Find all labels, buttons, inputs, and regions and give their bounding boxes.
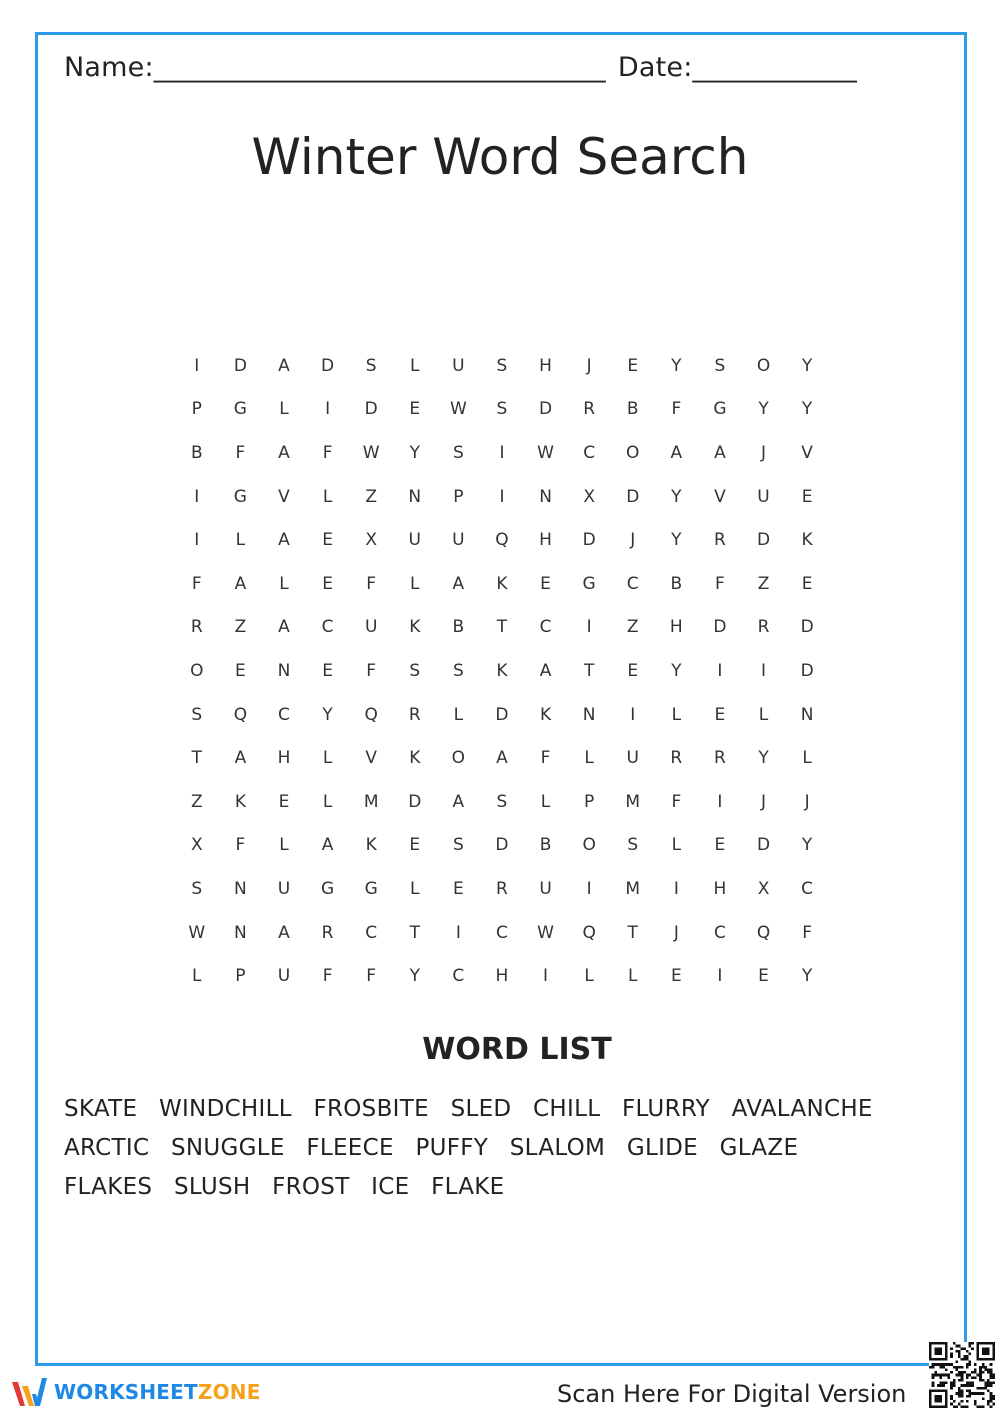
grid-cell[interactable]: Y — [409, 442, 420, 463]
word-list-item: FLAKES — [64, 1174, 153, 1200]
grid-cell[interactable]: G — [320, 878, 335, 899]
word-list-item: SNUGGLE — [170, 1135, 285, 1161]
grid-cell[interactable]: R — [321, 922, 334, 943]
grid-cell[interactable]: D — [626, 486, 640, 507]
grid-cell[interactable]: E — [322, 530, 333, 551]
grid-cell[interactable]: I — [499, 486, 505, 507]
scan-here-text: Scan Here For Digital Version — [557, 1380, 907, 1408]
grid-cell[interactable]: A — [452, 573, 465, 594]
logo-word-zone: ZONE — [197, 1380, 261, 1404]
grid-cell[interactable]: R — [670, 748, 683, 769]
grid-cell[interactable]: E — [670, 966, 682, 987]
grid-cell[interactable]: Q — [364, 704, 378, 725]
grid-cell[interactable]: A — [714, 442, 726, 463]
grid-cell[interactable]: K — [409, 748, 421, 769]
grid-cell[interactable]: L — [322, 791, 333, 812]
grid-cell[interactable]: Y — [801, 355, 813, 376]
grid-cell[interactable]: E — [627, 355, 639, 376]
grid-cell[interactable]: N — [234, 922, 247, 943]
grid-cell[interactable]: F — [366, 660, 377, 681]
grid-cell[interactable]: U — [277, 966, 291, 987]
grid-cell[interactable]: K — [365, 835, 377, 856]
qr-code-icon[interactable] — [929, 1342, 995, 1408]
grid-cell[interactable]: Y — [322, 704, 333, 725]
grid-cell[interactable]: C — [452, 966, 465, 987]
grid-cell[interactable]: F — [235, 835, 246, 856]
grid-cell[interactable]: J — [761, 442, 767, 463]
grid-cell[interactable]: A — [321, 835, 334, 856]
word-list — [64, 1090, 904, 1207]
grid-cell[interactable]: P — [235, 966, 246, 987]
grid-cell[interactable]: C — [321, 617, 334, 638]
grid-cell[interactable]: I — [586, 878, 592, 899]
grid-cell[interactable]: S — [496, 791, 508, 812]
grid-cell[interactable]: L — [540, 791, 551, 812]
word-list-item: FROST — [272, 1174, 350, 1200]
grid-cell[interactable]: C — [365, 922, 378, 943]
grid-cell[interactable]: A — [670, 442, 683, 463]
grid-cell[interactable]: C — [278, 704, 290, 725]
grid-cell[interactable]: L — [584, 748, 594, 769]
grid-cell[interactable]: V — [365, 748, 377, 769]
grid-cell[interactable]: F — [802, 922, 812, 943]
grid-cell[interactable]: S — [496, 355, 508, 376]
grid-cell[interactable]: R — [496, 878, 508, 899]
grid-cell[interactable]: Q — [495, 530, 509, 551]
grid-cell[interactable]: M — [363, 791, 379, 812]
grid-cell[interactable]: G — [233, 486, 247, 507]
grid-cell[interactable]: Z — [234, 617, 247, 638]
grid-cell[interactable]: D — [756, 530, 771, 551]
word-list-item: FLAKE — [431, 1174, 505, 1200]
grid-cell[interactable]: L — [279, 399, 289, 420]
grid-cell[interactable]: H — [539, 355, 552, 376]
grid-cell[interactable]: J — [804, 791, 810, 812]
name-date-line — [64, 52, 857, 83]
grid-cell[interactable]: U — [277, 878, 291, 899]
grid-cell[interactable]: W — [449, 399, 467, 420]
grid-cell[interactable]: B — [670, 573, 683, 594]
grid-cell[interactable]: C — [583, 442, 596, 463]
grid-cell[interactable]: U — [452, 355, 465, 376]
word-list-item: FLEECE — [306, 1135, 394, 1161]
grid-cell[interactable]: G — [582, 573, 596, 594]
grid-cell[interactable]: S — [409, 660, 421, 681]
grid-cell[interactable]: A — [496, 748, 508, 769]
grid-cell[interactable]: Y — [801, 966, 813, 987]
letter-grid — [175, 344, 827, 998]
grid-cell[interactable]: E — [452, 878, 464, 899]
grid-cell[interactable]: L — [584, 966, 594, 987]
word-list-item: SLALOM — [509, 1135, 606, 1161]
word-list-item: CHILL — [533, 1096, 601, 1122]
grid-cell[interactable]: E — [278, 791, 290, 812]
grid-cell[interactable]: S — [452, 835, 464, 856]
grid-cell[interactable]: C — [539, 617, 552, 638]
grid-cell[interactable]: L — [453, 704, 464, 725]
grid-cell[interactable]: E — [627, 660, 639, 681]
grid-cell[interactable]: F — [322, 966, 333, 987]
word-list-item: ICE — [371, 1174, 410, 1200]
grid-cell[interactable]: R — [408, 704, 421, 725]
grid-cell[interactable]: W — [537, 922, 554, 943]
page-title: Winter Word Search — [251, 128, 749, 186]
grid-cell[interactable]: Y — [801, 835, 813, 856]
grid-cell[interactable]: K — [496, 573, 508, 594]
grid-cell[interactable]: G — [713, 399, 727, 420]
grid-cell[interactable]: W — [537, 442, 554, 463]
grid-cell[interactable]: E — [409, 835, 421, 856]
grid-cell[interactable]: E — [540, 573, 551, 594]
grid-cell[interactable]: S — [496, 399, 508, 420]
grid-cell[interactable]: A — [278, 530, 290, 551]
grid-cell[interactable]: I — [761, 660, 767, 681]
grid-cell[interactable]: O — [756, 355, 771, 376]
grid-cell[interactable]: Y — [671, 660, 682, 681]
grid-cell[interactable]: I — [717, 966, 723, 987]
grid-cell[interactable]: S — [365, 355, 377, 376]
grid-cell[interactable]: Z — [190, 791, 203, 812]
grid-cell[interactable]: A — [278, 617, 290, 638]
grid-cell[interactable]: I — [194, 355, 200, 376]
grid-cell[interactable]: K — [496, 660, 508, 681]
grid-cell[interactable]: S — [191, 878, 203, 899]
grid-cell[interactable]: S — [452, 660, 464, 681]
grid-cell[interactable]: E — [322, 573, 333, 594]
grid-cell[interactable]: A — [539, 660, 552, 681]
grid-cell[interactable]: E — [801, 573, 813, 594]
word-list-item: GLIDE — [626, 1135, 698, 1161]
grid-cell[interactable]: J — [586, 355, 592, 376]
grid-cell[interactable]: Z — [365, 486, 377, 507]
grid-cell[interactable]: L — [192, 966, 202, 987]
grid-cell[interactable]: J — [630, 530, 636, 551]
grid-cell[interactable]: D — [495, 704, 509, 725]
grid-cell[interactable]: S — [191, 704, 203, 725]
grid-cell[interactable]: A — [234, 748, 247, 769]
word-list-title: WORD LIST — [422, 1032, 612, 1067]
word-list-item: PUFFY — [415, 1135, 489, 1161]
grid-cell[interactable]: Y — [671, 355, 682, 376]
grid-cell[interactable]: X — [190, 835, 203, 856]
grid-cell[interactable]: K — [801, 530, 813, 551]
grid-cell[interactable]: L — [322, 748, 333, 769]
grid-cell[interactable]: D — [539, 399, 553, 420]
grid-cell[interactable]: F — [671, 791, 682, 812]
grid-cell[interactable]: B — [626, 399, 639, 420]
grid-cell[interactable]: M — [625, 878, 641, 899]
grid-cell[interactable]: L — [410, 355, 420, 376]
grid-cell[interactable]: V — [714, 486, 726, 507]
grid-cell[interactable]: L — [758, 704, 769, 725]
grid-cell[interactable]: F — [322, 442, 333, 463]
grid-cell[interactable]: A — [452, 791, 465, 812]
grid-cell[interactable]: E — [714, 704, 726, 725]
grid-cell[interactable]: N — [277, 660, 291, 681]
word-list-item: SKATE — [64, 1096, 138, 1122]
grid-cell[interactable]: L — [671, 704, 682, 725]
word-list-item: ARCTIC — [64, 1135, 150, 1161]
grid-cell[interactable]: D — [495, 835, 509, 856]
grid-cell[interactable]: C — [801, 878, 814, 899]
grid-cell[interactable]: U — [626, 748, 639, 769]
grid-cell[interactable]: W — [188, 922, 206, 943]
grid-cell[interactable]: S — [627, 835, 639, 856]
grid-cell[interactable]: L — [279, 835, 289, 856]
grid-cell[interactable]: O — [582, 835, 596, 856]
grid-cell[interactable]: I — [194, 530, 200, 551]
grid-cell[interactable]: A — [234, 573, 247, 594]
grid-cell[interactable]: Y — [758, 748, 769, 769]
grid-cell[interactable]: G — [233, 399, 247, 420]
word-list-item: FROSBITE — [313, 1096, 429, 1122]
grid-cell[interactable]: L — [410, 878, 420, 899]
grid-cell[interactable]: L — [627, 966, 638, 987]
grid-cell[interactable]: C — [713, 922, 726, 943]
grid-cell[interactable]: E — [235, 660, 246, 681]
grid-cell[interactable]: J — [673, 922, 679, 943]
grid-cell[interactable]: H — [669, 617, 683, 638]
grid-cell[interactable]: R — [714, 748, 726, 769]
grid-cell[interactable]: A — [278, 442, 290, 463]
grid-cell[interactable]: I — [455, 922, 461, 943]
grid-cell[interactable]: H — [277, 748, 291, 769]
grid-cell[interactable]: U — [757, 486, 770, 507]
grid-cell[interactable]: I — [673, 878, 679, 899]
word-list-item: WINDCHILL — [158, 1096, 292, 1122]
grid-cell[interactable]: B — [190, 442, 203, 463]
worksheetzone-logo-icon — [10, 1374, 50, 1410]
grid-cell[interactable]: Q — [582, 922, 596, 943]
grid-cell[interactable]: B — [539, 835, 552, 856]
grid-cell[interactable]: L — [322, 486, 333, 507]
grid-cell[interactable]: Y — [758, 399, 769, 420]
grid-cell[interactable]: U — [364, 617, 378, 638]
grid-cell[interactable]: P — [191, 399, 202, 420]
grid-cell[interactable]: N — [800, 704, 814, 725]
grid-cell[interactable]: R — [190, 617, 203, 638]
grid-cell[interactable]: T — [583, 660, 595, 681]
grid-cell[interactable]: E — [801, 486, 813, 507]
grid-cell[interactable]: H — [713, 878, 727, 899]
grid-cell[interactable]: L — [235, 530, 246, 551]
grid-cell[interactable]: S — [714, 355, 726, 376]
grid-cell[interactable]: C — [496, 922, 508, 943]
grid-cell[interactable]: I — [543, 966, 549, 987]
logo-text — [54, 1380, 261, 1404]
grid-cell[interactable]: G — [364, 878, 378, 899]
grid-cell[interactable]: F — [235, 442, 246, 463]
grid-cell[interactable]: T — [627, 922, 638, 943]
grid-cell[interactable]: Y — [801, 399, 813, 420]
grid-cell[interactable]: I — [717, 791, 723, 812]
word-list-item: AVALANCHE — [731, 1096, 873, 1122]
grid-cell[interactable]: B — [452, 617, 465, 638]
grid-cell[interactable]: Q — [756, 922, 771, 943]
word-list-item: GLAZE — [719, 1135, 799, 1161]
grid-cell[interactable]: L — [671, 835, 682, 856]
grid-cell[interactable]: D — [364, 399, 378, 420]
grid-cell[interactable]: E — [714, 835, 726, 856]
grid-cell[interactable]: N — [234, 878, 247, 899]
grid-cell[interactable]: U — [452, 530, 465, 551]
grid-cell[interactable]: F — [540, 748, 551, 769]
grid-cell[interactable]: O — [451, 748, 466, 769]
grid-cell[interactable]: N — [582, 704, 596, 725]
grid-cell[interactable]: V — [278, 486, 290, 507]
grid-cell[interactable]: R — [583, 399, 596, 420]
grid-cell[interactable]: C — [626, 573, 639, 594]
grid-cell[interactable]: H — [539, 530, 552, 551]
grid-cell[interactable]: L — [279, 573, 289, 594]
name-field[interactable]: Name:_________________________________ — [64, 52, 606, 83]
grid-cell[interactable]: N — [408, 486, 422, 507]
logo-word-worksheet: WORKSHEET — [54, 1380, 198, 1404]
grid-cell[interactable]: T — [496, 617, 508, 638]
grid-cell[interactable]: T — [409, 922, 420, 943]
grid-cell[interactable]: L — [410, 573, 420, 594]
grid-cell[interactable]: K — [234, 791, 246, 812]
grid-cell[interactable]: R — [757, 617, 770, 638]
grid-cell[interactable]: F — [366, 573, 377, 594]
grid-cell[interactable]: A — [278, 355, 290, 376]
grid-cell[interactable]: F — [715, 573, 725, 594]
grid-cell[interactable]: R — [714, 530, 726, 551]
grid-cell[interactable]: D — [582, 530, 596, 551]
grid-cell[interactable]: J — [761, 791, 767, 812]
grid-cell[interactable]: F — [366, 966, 377, 987]
grid-cell[interactable]: X — [757, 878, 770, 899]
grid-cell[interactable]: D — [713, 617, 727, 638]
grid-cell[interactable]: I — [630, 704, 636, 725]
grid-cell[interactable]: F — [191, 573, 202, 594]
grid-cell[interactable]: N — [539, 486, 552, 507]
grid-cell[interactable]: D — [408, 791, 422, 812]
grid-cell[interactable]: W — [362, 442, 380, 463]
grid-cell[interactable]: X — [583, 486, 595, 507]
grid-cell[interactable]: H — [495, 966, 509, 987]
word-list-item: SLED — [450, 1096, 512, 1122]
grid-cell[interactable]: I — [325, 399, 331, 420]
grid-cell[interactable]: U — [408, 530, 421, 551]
grid-cell[interactable]: F — [671, 399, 682, 420]
grid-cell[interactable]: U — [539, 878, 552, 899]
grid-cell[interactable]: V — [801, 442, 813, 463]
grid-cell[interactable]: Z — [626, 617, 639, 638]
grid-cell[interactable]: T — [191, 748, 202, 769]
grid-cell[interactable]: K — [409, 617, 421, 638]
grid-cell[interactable]: E — [322, 660, 333, 681]
grid-cell[interactable]: P — [453, 486, 464, 507]
grid-cell[interactable]: Y — [409, 966, 420, 987]
grid-cell[interactable]: M — [625, 791, 641, 812]
grid-cell[interactable]: I — [717, 660, 723, 681]
grid-cell[interactable]: O — [190, 660, 204, 681]
grid-cell[interactable]: K — [539, 704, 552, 725]
grid-cell[interactable]: Q — [233, 704, 248, 725]
grid-cell[interactable]: E — [409, 399, 421, 420]
grid-cell[interactable]: P — [584, 791, 595, 812]
grid-cell[interactable]: D — [800, 617, 814, 638]
grid-cell[interactable]: O — [626, 442, 640, 463]
grid-cell[interactable]: D — [800, 660, 814, 681]
grid-cell[interactable]: X — [365, 530, 377, 551]
grid-cell[interactable]: I — [499, 442, 505, 463]
grid-cell[interactable]: I — [586, 617, 592, 638]
grid-cell[interactable]: Y — [671, 530, 682, 551]
grid-cell[interactable]: D — [756, 835, 771, 856]
word-list-item: FLURRY — [621, 1096, 711, 1122]
grid-cell[interactable]: A — [278, 922, 290, 943]
grid-cell[interactable]: L — [802, 748, 812, 769]
date-field[interactable]: Date:____________ — [617, 52, 857, 83]
grid-cell[interactable]: D — [321, 355, 335, 376]
grid-cell[interactable]: Z — [757, 573, 770, 594]
grid-cell[interactable]: S — [452, 442, 464, 463]
grid-cell[interactable]: I — [194, 486, 200, 507]
grid-cell[interactable]: Y — [671, 486, 682, 507]
worksheetzone-logo[interactable] — [10, 1374, 261, 1410]
grid-cell[interactable]: E — [758, 966, 769, 987]
word-list-item: SLUSH — [173, 1174, 251, 1200]
grid-cell[interactable]: D — [233, 355, 247, 376]
